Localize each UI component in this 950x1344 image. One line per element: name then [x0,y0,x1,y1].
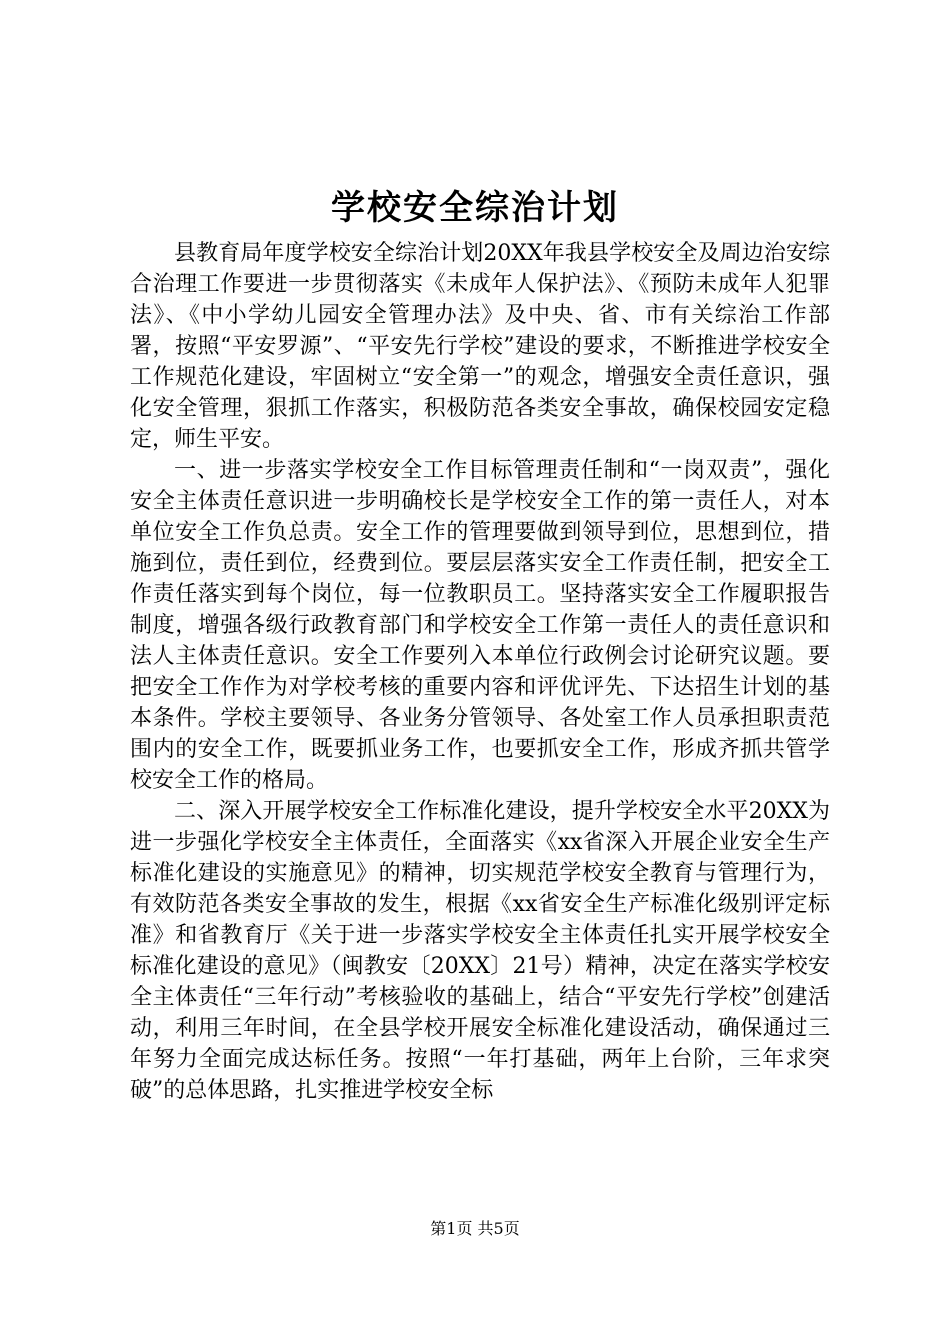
paragraph-section-2: 二、深入开展学校安全工作标准化建设，提升学校安全水平20XX为进一步强化学校安全主体责任，全面落实《xx省深入开展企业安全生产标准化建设的实施意见》的精神，切实规范学校安全教育与管理行为，有效防范各类安全事故的发生，根据《xx省安全生产标准化级别评定标准》和省教育厅《关于进一步落实学校安全主体责任扎实开展学校安全标准化建设的意见》（闽教安〔20XX〕21号）精神，决定在落实学校安全主体责任“三年行动”考核验收的基础上，结合“平安先行学校”创建活动，利用三年时间，在全县学校开展安全标准化建设活动，确保通过三年努力全面完成达标任务。按照“一年打基础，两年上台阶，三年求突破”的总体思路，扎实推进学校安全标 [130,799,830,1103]
document-title: 学校安全综治计划 [331,188,619,228]
paragraph-section-1: 一、进一步落实学校安全工作目标管理责任制和“一岗双责”，强化安全主体责任意识进一步明确校长是学校安全工作的第一责任人，对本单位安全工作负总责。安全工作的管理要做到领导到位，思想到位，措施到位，责任到位，经费到位。要层层落实安全工作责任制，把安全工作责任落实到每个岗位，每一位教职员工。坚持落实安全工作履职报告制度，增强各级行政教育部门和学校安全工作第一责任人的责任意识和法人主体责任意识。安全工作要列入本单位行政例会讨论研究议题。要把安全工作作为对学校考核的重要内容和评优评先、下达招生计划的基本条件。学校主要领导、各业务分管领导、各处室工作人员承担职责范围内的安全工作，既要抓业务工作，也要抓安全工作，形成齐抓共管学校安全工作的格局。 [130,458,830,793]
page-number: 第1页 共5页 [430,1219,520,1238]
paragraph-intro: 县教育局年度学校安全综治计划20XX年我县学校安全及周边治安综合治理工作要进一步贯彻落实《未成年人保护法》、《预防未成年人犯罪法》、《中小学幼儿园安全管理办法》及中央、省、市有关综治工作部署，按照“平安罗源”、“平安先行学校”建设的要求，不断推进学校安全工作规范化建设，牢固树立“安全第一”的观念，增强安全责任意识，强化安全管理，狠抓工作落实，积极防范各类安全事故，确保校园安定稳定，师生平安。 [130,241,830,452]
document-body [130,238,830,1106]
